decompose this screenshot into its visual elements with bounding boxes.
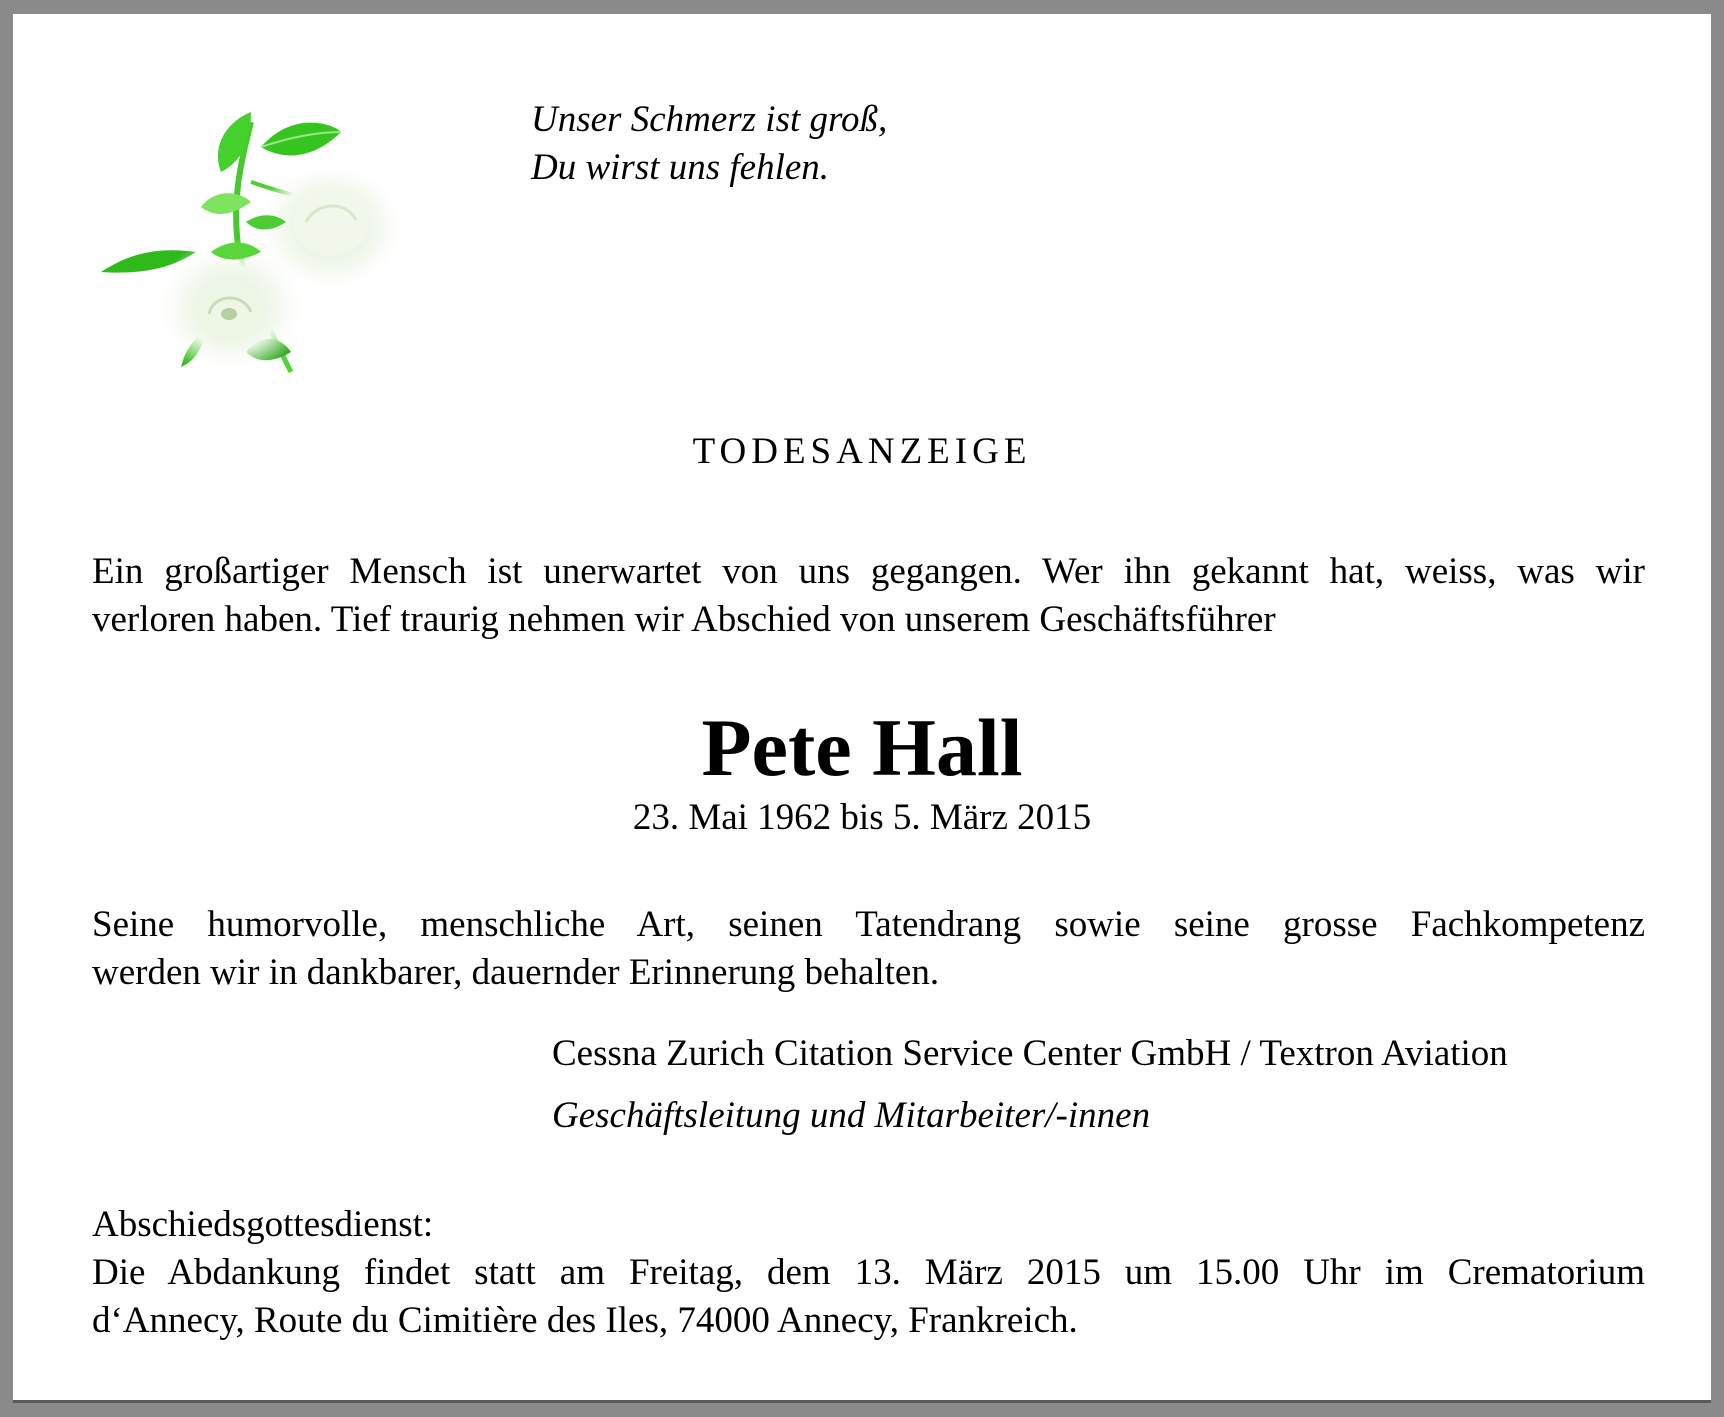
tribute-paragraph xyxy=(92,901,1645,997)
deceased-name: Pete Hall xyxy=(701,702,1023,793)
company-signature: Cessna Zurich Citation Service Center GmbH / Textron Aviation xyxy=(552,1033,1508,1074)
white-roses-icon xyxy=(101,102,441,382)
tribute-line-1: Seine humorvolle, menschliche Art, seinen Tatendrang sowie seine grosse Fachkompetenz xyxy=(92,904,1645,945)
service-line-2: d‘Annecy, Route du Cimitière des Iles, 74000 Annecy, Frankreich. xyxy=(92,1300,1078,1341)
epigraph xyxy=(531,96,887,192)
intro-line-1: Ein großartiger Mensch ist unerwartet von uns gegangen. Wer ihn gekannt hat, weiss, was wir xyxy=(92,551,1645,592)
page-frame xyxy=(13,14,1711,1403)
epigraph-line-1: Unser Schmerz ist groß, xyxy=(531,99,888,140)
life-dates: 23. Mai 1962 bis 5. März 2015 xyxy=(632,797,1092,838)
epigraph-line-2: Du wirst uns fehlen. xyxy=(531,147,830,188)
service-paragraph xyxy=(92,1201,1645,1345)
staff-signature: Geschäftsleitung und Mitarbeiter/-innen xyxy=(552,1095,1151,1136)
service-line-1: Die Abdankung findet statt am Freitag, dem 13. März 2015 um 15.00 Uhr im Crematorium xyxy=(92,1252,1645,1293)
tribute-line-2: werden wir in dankbarer, dauernder Erinnerung behalten. xyxy=(92,952,940,993)
service-label: Abschiedsgottesdienst: xyxy=(92,1204,434,1245)
intro-line-2: verloren haben. Tief traurig nehmen wir Abschied von unserem Geschäftsführer xyxy=(92,599,1276,640)
intro-paragraph xyxy=(92,548,1645,644)
notice-heading: TODESANZEIGE xyxy=(692,431,1032,472)
